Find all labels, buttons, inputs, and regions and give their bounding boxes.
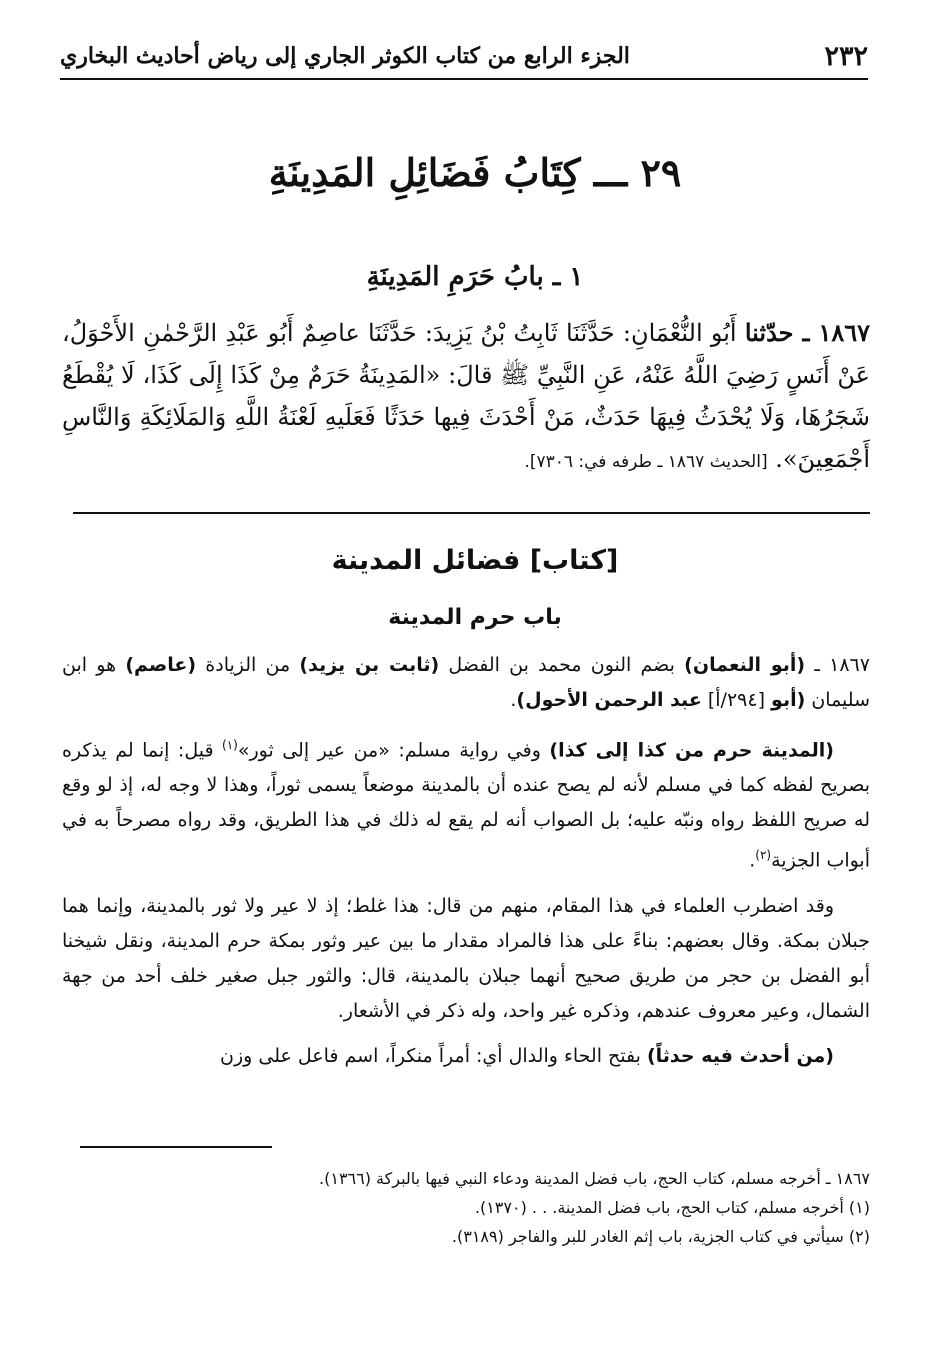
chapter-title: ١ ـ بابُ حَرَمِ المَدِينَةِ — [366, 262, 584, 292]
footnotes — [60, 1164, 870, 1251]
commentary-paragraph: وقد اضطرب العلماء في هذا المقام، منهم من قال: هذا غلط؛ إذ لا عير ولا ثور بالمدينة، وإنما هما جبلان بمكة. وقال بعضهم: بناءً على هذا فالمراد مقدار ما بين عير وثور بمكة حرم المدينة، ونقل شيخنا أبو الفضل بن حجر من طريق صحيح أنهما جبلان بالمدينة، قال: والثور جبل صغير خلف أحد من جهة الشمال، وعير معروف عندهم، وذكره غير واحد، وله ذكر في الأشعار. — [62, 894, 870, 1022]
matn-quote: (أبو النعمان) — [684, 654, 806, 676]
matn-quote: (من أحدث فيه حدثاً) — [646, 1044, 834, 1067]
punctuation: . — [749, 849, 756, 872]
matn-quote: (أبو — [771, 689, 806, 711]
commentary-text: وفي رواية مسلم: «من عير إلى ثور» — [237, 739, 541, 762]
hadith-reference: [الحديث ١٨٦٧ ـ طرفه في: ٧٣٠٦]. — [524, 452, 768, 472]
commentary-text: قيل: إنما لم يذكره بصريح لفظه كما في مسلم لأنه لم يصح عنده أن بالمدينة موضعاً يسمى ثوراً، وهذا لا وجه له، إذ لو وقع له صريح اللفظ رواه ونبّه عليه؛ بل الصواب أنه لم يقع له ذلك في هذا الطريق، وقد رواه مصرحاً به في أبواب الجزية — [62, 739, 870, 872]
section-divider — [73, 512, 870, 514]
running-header-title: الجزء الرابع من كتاب الكوثر الجاري إلى رياض أحاديث البخاري — [60, 43, 630, 69]
page-number: ٢٣٢ — [824, 40, 868, 72]
footnote-marker: (٢) — [755, 848, 772, 863]
matn-quote: (عاصم) — [125, 654, 197, 676]
book-title: ٢٩ ـــ كِتَابُ فَضَائِلِ المَدِينَةِ — [268, 150, 682, 195]
hadith-text — [62, 312, 870, 483]
hadith-number: ١٨٦٧ ـ حدّثنا — [744, 318, 870, 347]
hadith-body: أَبُو النُّعْمَانِ: حَدَّثَنَا ثَابِتُ بْنُ يَزِيدَ: حَدَّثَنَا عاصِمٌ أَبُو عَبْدِ الرَّحْمٰنِ الأَحْوَلُ، عَنْ أَنَسٍ رَضِيَ اللَّهُ عَنْهُ، عَنِ النَّبِيِّ ﷺ قالَ: «المَدِينَةُ حَرَمٌ مِنْ كَذَا إِلَى كَذَا، لَا يُقْطَعُ شَجَرُهَا، وَلَا يُحْدَثُ فِيهَا حَدَثٌ، مَنْ أَحْدَثَ فِيها حَدَثًا فَعَلَيهِ لَعْنَةُ اللَّهِ وَالمَلَائِكَةِ وَالنَّاسِ أَجْمَعِينَ». — [62, 319, 870, 473]
matn-quote: (ثابت بن يزيد) — [299, 654, 440, 676]
commentary-paragraph — [62, 728, 870, 879]
matn-quote: عبد الرحمن الأحول) — [516, 689, 702, 711]
hadith-number: ١٨٦٧ ـ — [814, 654, 870, 676]
commentary-text: من الزيادة — [205, 654, 291, 676]
commentary-paragraph — [62, 1039, 870, 1074]
running-header — [60, 34, 868, 80]
footnote: ١٨٦٧ ـ أخرجه مسلم، كتاب الحج، باب فضل المدينة ودعاء النبي فيها بالبركة (١٣٦٦). — [319, 1169, 870, 1188]
footnote-divider — [80, 1146, 272, 1148]
punctuation: . — [510, 689, 517, 711]
commentary-text: بضم النون محمد بن الفضل — [448, 654, 675, 676]
commentary-text: بفتح الحاء والدال أي: أمراً منكراً، اسم فاعل على وزن — [220, 1044, 641, 1067]
commentary-body — [62, 648, 870, 1084]
matn-quote: (المدينة حرم من كذا إلى كذا) — [549, 739, 834, 762]
footnote: (٢) سيأتي في كتاب الجزية، باب إثم الغادر للبر والفاجر (٣١٨٩). — [451, 1227, 870, 1246]
commentary-chapter-title: باب حرم المدينة — [388, 605, 562, 630]
commentary-title: [كتاب] فضائل المدينة — [331, 545, 619, 576]
footnote: (١) أخرجه مسلم، كتاب الحج، باب فضل المدينة. . . (١٣٧٠). — [474, 1198, 870, 1217]
commentary-text: هو ابن سليمان — [62, 654, 870, 711]
manuscript-folio-ref: [٢٩٤/أ] — [707, 689, 765, 711]
footnote-marker: (١) — [222, 738, 238, 752]
commentary-paragraph — [62, 648, 870, 718]
